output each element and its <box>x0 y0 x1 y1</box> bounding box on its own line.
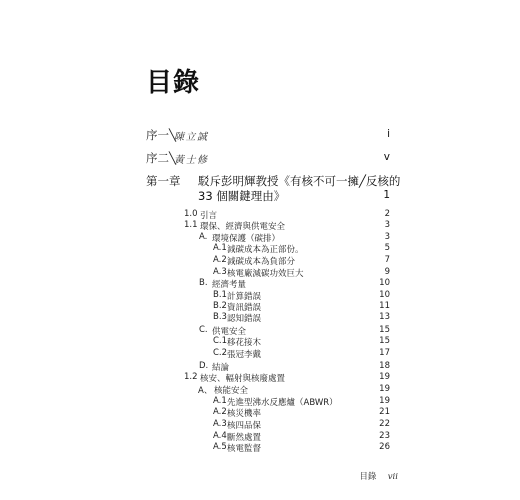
entry-number: B.2 <box>213 301 227 311</box>
entry-page: 5 <box>384 243 390 253</box>
entry-title: 先進型沸水反應爐（ABWR） <box>227 398 338 408</box>
entry-page: 23 <box>379 431 390 441</box>
entry-page: 11 <box>379 301 390 311</box>
entry-title: 核災機率 <box>227 409 262 419</box>
entry-number: A.3 <box>213 267 227 277</box>
entry-page: 21 <box>379 407 390 417</box>
entry-page: 2 <box>384 209 390 219</box>
entry-number: C. <box>199 325 208 335</box>
entry-page: 7 <box>384 255 390 265</box>
entry-page: 22 <box>379 419 390 429</box>
entry-title: 結論 <box>212 363 230 373</box>
chapter-title-line2: 33 個關鍵理由》 <box>198 189 286 203</box>
entry-page: 9 <box>384 267 390 277</box>
entry-title: 核電廠減碳功效巨大 <box>227 269 304 279</box>
page-title: 目錄 <box>146 68 201 98</box>
entry-title: 減碳成本為負部分 <box>227 257 296 267</box>
preface-label: 序二╲ <box>146 151 176 165</box>
entry-page: 3 <box>384 232 390 242</box>
entry-number: B.3 <box>213 312 227 322</box>
entry-page: 19 <box>379 384 390 394</box>
entry-page: 26 <box>379 442 390 452</box>
preface-author: 黃士修 <box>174 155 209 166</box>
entry-number: A.1 <box>213 243 227 253</box>
entry-title: 核安、輻射與核廢處置 <box>200 374 286 384</box>
entry-number: A.2 <box>213 407 227 417</box>
entry-title: 核能安全 <box>214 386 249 396</box>
entry-title: 資訊錯誤 <box>227 303 262 313</box>
entry-number: A.1 <box>213 396 227 406</box>
entry-page: 15 <box>379 325 390 335</box>
entry-number: A.3 <box>213 419 227 429</box>
entry-title: 引言 <box>200 211 218 221</box>
entry-number: C.1 <box>213 336 228 346</box>
entry-number: A. <box>199 232 208 242</box>
entry-number: D. <box>199 361 209 371</box>
entry-title: 移花接木 <box>227 338 262 348</box>
entry-page: 17 <box>379 348 390 358</box>
entry-number: 1.1 <box>184 220 198 230</box>
entry-page: 10 <box>379 290 390 300</box>
chapter-title-line1: 駁斥彭明輝教授《有核不可一擁╱反核的 <box>198 174 401 188</box>
entry-title: 斷然處置 <box>227 433 262 443</box>
preface-author: 陳立誠 <box>174 132 209 143</box>
entry-number: B.1 <box>213 290 227 300</box>
preface-label: 序一╲ <box>146 128 176 142</box>
entry-number: A.5 <box>213 442 227 452</box>
preface-page: v <box>383 151 390 163</box>
page-footer <box>359 470 398 482</box>
entry-title: 環境保護（碳排） <box>212 234 281 244</box>
entry-title: 核四品保 <box>227 421 262 431</box>
entry-title: 供電安全 <box>212 327 247 337</box>
footer-section: 目錄 <box>359 472 377 482</box>
entry-page: 15 <box>379 336 390 346</box>
entry-title: 減碳成本為正部份。 <box>227 245 304 255</box>
preface-page: i <box>387 128 390 140</box>
entry-title: 環保、經濟與供電安全 <box>200 222 286 232</box>
entry-number: A、 <box>198 386 213 396</box>
entry-number: B. <box>199 278 208 288</box>
entry-page: 13 <box>379 312 390 322</box>
entry-number: 1.0 <box>184 209 198 219</box>
entry-page: 10 <box>379 278 390 288</box>
chapter-number: 第一章 <box>146 174 181 188</box>
entry-page: 18 <box>379 361 390 371</box>
footer-page-number: vii <box>387 472 398 482</box>
entry-page: 19 <box>379 372 390 382</box>
entry-number: 1.2 <box>184 372 198 382</box>
chapter-page: 1 <box>383 189 390 201</box>
entry-title: 認知錯誤 <box>227 314 262 324</box>
entry-number: A.4 <box>213 431 227 441</box>
entry-number: A.2 <box>213 255 227 265</box>
entry-title: 張冠李戴 <box>227 350 262 360</box>
entry-title: 經濟考量 <box>212 280 247 290</box>
entry-number: C.2 <box>213 348 228 358</box>
entry-page: 19 <box>379 396 390 406</box>
entry-title: 核電監督 <box>227 444 262 454</box>
entry-page: 3 <box>384 220 390 230</box>
entry-title: 計算錯誤 <box>227 292 262 302</box>
